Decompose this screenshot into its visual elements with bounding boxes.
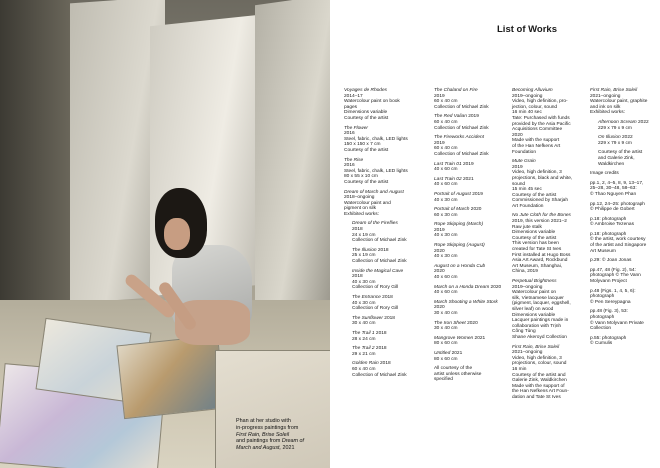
work-detail-line: All courtesy of the xyxy=(434,366,473,372)
work-detail-line: 30 x 40 cm xyxy=(352,321,376,327)
work-entry xyxy=(434,192,506,203)
work-detail-line: silver leaf) on wood xyxy=(512,306,554,312)
work-entry xyxy=(434,135,506,157)
work-detail-line: First installed at Hugo Boss xyxy=(512,252,571,258)
works-column-1 xyxy=(344,88,416,382)
work-entry xyxy=(434,222,506,239)
work-detail-line: Shane Akeroyd Collection xyxy=(512,334,567,340)
work-entry xyxy=(590,268,658,285)
work-entry xyxy=(590,258,658,264)
work-detail-line: p.48 (Figs. 1, 4, 5, 6): xyxy=(590,288,636,294)
work-detail-line: Watercolour paint on book xyxy=(344,99,400,105)
work-detail-line: 2018 xyxy=(352,227,363,233)
work-detail-line: (pigment, lacquer, eggshell, xyxy=(512,301,571,307)
work-entry xyxy=(590,171,658,177)
work-detail-line: 30 x 40 cm xyxy=(434,311,458,316)
work-year: 2021 xyxy=(461,176,474,182)
work-detail-line: Collection of Michael Zink xyxy=(434,125,489,131)
work-detail-line: 2019 xyxy=(434,140,445,146)
work-year: 2018 xyxy=(376,247,389,253)
work-detail-line: Collection of Michael Zink xyxy=(352,259,407,265)
work-entry xyxy=(344,295,416,312)
work-detail-line: 60 x 40 cm xyxy=(434,146,458,152)
work-title: First Rain, Brise Soleil xyxy=(590,88,638,93)
work-detail-line: 80 x 60 cm xyxy=(434,356,458,362)
work-detail-line: Collection of Michael Zink xyxy=(352,372,407,378)
work-title: The Sunflower 2018 xyxy=(352,315,395,321)
work-title: Portrait of March 2020 xyxy=(434,207,482,213)
work-detail-line: Collection of Michael Zink xyxy=(352,238,407,244)
work-detail-line: Dimensions variable xyxy=(512,230,556,236)
work-detail-line: 2020 xyxy=(434,269,445,275)
work-title: March Shooting a White Stork 2020 xyxy=(434,299,498,311)
work-detail-line: Dimensions variable xyxy=(512,312,556,318)
page-title: List of Works xyxy=(497,24,557,35)
work-title: The Red Valian 2019 xyxy=(434,114,479,120)
work-title: Golden Rain 2018 xyxy=(352,361,391,367)
work-year: 2020 xyxy=(434,305,445,311)
work-detail-line: Watercolour paint and xyxy=(344,200,391,206)
work-detail-line: created for Tate St Ives xyxy=(512,247,562,253)
work-entry xyxy=(590,336,658,347)
work-year: 2018 xyxy=(374,330,387,336)
work-detail-line: dation and Tate St Ives xyxy=(512,394,561,400)
work-year: 2018 xyxy=(382,315,395,321)
work-detail-line: 30 x 40 cm xyxy=(434,326,458,332)
work-year: 2020 xyxy=(469,207,482,213)
work-title: First Rain, Brise Soleil xyxy=(512,344,560,350)
works-column-3 xyxy=(512,88,584,404)
work-entry xyxy=(434,336,506,347)
work-detail-line: 2019–ongoing xyxy=(512,284,543,290)
work-detail-line: Courtesy of the artist and xyxy=(512,372,566,378)
work-detail-line: 40 x 30 cm xyxy=(434,254,458,260)
work-detail-line: 40 x 60 cm xyxy=(434,290,458,296)
work-detail-line: of the Han Nefkens Art xyxy=(512,143,561,149)
work-detail-line: Courtesy of the artist xyxy=(344,147,389,153)
work-detail-line: Courtesy of the artist xyxy=(598,150,643,156)
work-entry xyxy=(434,321,506,332)
work-title: March on a Honda Dream 2020 xyxy=(434,284,502,290)
hanging-silk-panel xyxy=(255,0,330,315)
work-detail-line: Made with the support of xyxy=(512,383,565,389)
work-detail-line: This version has been xyxy=(512,241,559,247)
work-entry xyxy=(590,120,658,131)
work-title: The Rise xyxy=(344,157,364,163)
work-detail-line: photograph xyxy=(590,294,615,300)
work-detail-line: 40 x 30 cm xyxy=(434,233,458,239)
work-detail-line: and ink on silk xyxy=(590,104,621,110)
work-detail-line: © Pen Sereypagna xyxy=(590,299,631,305)
work-title: The Fireworks Accident xyxy=(434,135,484,141)
work-detail-line: 60 x 40 cm xyxy=(434,99,458,105)
work-entry xyxy=(590,135,658,146)
work-detail-line: Collection xyxy=(590,326,612,332)
work-year: 2018 xyxy=(378,361,391,367)
work-detail-line: 2018 xyxy=(352,274,363,280)
work-entry xyxy=(512,159,584,209)
work-title: Perpetual Brightness xyxy=(512,279,557,284)
work-detail-line: 60 x 40 cm xyxy=(352,366,376,372)
work-detail-line: 229 x 79 x 9 cm xyxy=(598,140,632,146)
work-entry xyxy=(590,289,658,306)
work-entry xyxy=(344,88,416,122)
work-detail-line: 2019 xyxy=(434,93,445,99)
work-title: The Trail 2 2018 xyxy=(352,346,387,352)
work-detail-line: 2020 xyxy=(512,132,523,138)
painting-on-floor xyxy=(116,335,225,419)
work-title: Rope Skipping (August) xyxy=(434,243,485,249)
work-detail-line: Steel, fabric, chalk, LED lights xyxy=(344,136,408,142)
work-title: Becoming Alluvium xyxy=(512,88,553,93)
work-detail-line: Waldkirchen xyxy=(598,161,625,167)
work-detail-line: Courtesy of the artist xyxy=(344,179,389,185)
work-detail-line: © Thao Nguyen Phan xyxy=(590,191,637,197)
work-entry xyxy=(434,243,506,260)
work-detail-line: Commissioned by Sharjah xyxy=(512,198,568,204)
work-detail-line: Courtesy of the artist xyxy=(512,192,557,198)
work-title: Voyages de Rhodes xyxy=(344,88,388,93)
work-detail-line: 24 x 19 cm xyxy=(352,232,376,238)
work-year: 2019 xyxy=(466,114,479,120)
work-title: Last Train 02 2021 xyxy=(434,176,474,182)
work-detail-line: Watercolour paint, graphite xyxy=(590,99,648,105)
work-detail-line: pigment on silk xyxy=(344,206,376,212)
work-detail-line: p.55: photograph xyxy=(590,335,627,341)
work-detail-line: © Cumulis xyxy=(590,341,613,347)
work-detail-line: Raw jute stalk xyxy=(512,224,542,230)
work-detail-line: Exhibited works: xyxy=(344,211,379,217)
works-column-2 xyxy=(434,88,506,387)
work-detail-line: of the artist and Singapore xyxy=(590,243,647,249)
work-entry xyxy=(590,181,658,198)
work-year: 2018 xyxy=(380,295,393,300)
work-detail-line: 16 min 40 sec xyxy=(512,110,542,116)
work-title: Afternoon Scream 2022 xyxy=(598,119,649,125)
work-entry xyxy=(344,158,416,186)
work-detail-line: Collection of Michael Zink xyxy=(434,151,489,157)
work-title: On Illusion 2022 xyxy=(598,135,633,141)
work-detail-line: 2018–ongoing xyxy=(344,195,375,201)
artist-face xyxy=(164,218,190,250)
work-title: The Illusion 2018 xyxy=(352,247,389,253)
work-entry xyxy=(590,202,658,213)
work-entry xyxy=(590,217,658,228)
work-title: The Entrance 2018 xyxy=(352,295,393,300)
work-detail-line: 16 min xyxy=(512,366,527,372)
work-entry xyxy=(512,345,584,401)
work-title: The Trail 1 2018 xyxy=(352,330,387,336)
work-detail-line: jection, colour, sound xyxy=(512,104,558,110)
work-title: The Flower xyxy=(344,125,368,131)
list-of-works-page xyxy=(330,0,660,468)
work-detail-line: 40 x 30 cm xyxy=(352,300,376,306)
work-detail-line: 25–28, 30–48, 58–63: xyxy=(590,186,637,192)
work-title: August on a Honda Cub xyxy=(434,263,486,269)
work-entry xyxy=(512,213,584,275)
work-detail-line: Video, high definition, pro- xyxy=(512,99,568,105)
photo-caption: Phan at her studio with in-progress paintings from First Rain, Brise Soleil and paintings from Dream of March and August, 2021 xyxy=(236,418,305,452)
work-detail-line: Art Foundation xyxy=(512,203,544,209)
work-title: Dream of March and August xyxy=(344,189,404,195)
work-detail-line: Công Tùng xyxy=(512,329,536,335)
work-detail-line: © Vann Molyvann Private xyxy=(590,320,644,326)
work-detail-line: 229 x 79 x 9 cm xyxy=(598,125,632,131)
work-entry xyxy=(344,248,416,265)
work-detail-line: Molyvann Project xyxy=(590,279,627,285)
work-detail-line: 40 x 30 cm xyxy=(434,197,458,203)
work-title: Mangrove Women 2021 xyxy=(434,335,486,341)
work-detail-line: provided by the Asia Pacific xyxy=(512,121,571,127)
work-entry xyxy=(344,346,416,357)
work-detail-line: sound xyxy=(512,181,526,187)
work-title: The Chaland on Fire xyxy=(434,88,478,93)
work-title: Inside the Magical Cave xyxy=(352,268,404,274)
work-entry xyxy=(344,331,416,342)
work-detail-line: projections, black and white, xyxy=(512,175,573,181)
work-detail-line: pp.12, 24–25: photograph xyxy=(590,201,645,207)
work-year: 2020 xyxy=(489,284,502,290)
work-detail-line: and Galerie Zink, xyxy=(598,155,635,161)
work-detail-line: pp.1, 2, 4–5, 8, 9, 13–17, xyxy=(590,180,644,186)
work-title: Portrait of August 2019 xyxy=(434,191,483,197)
work-title: Dream of the Fireflies xyxy=(352,221,398,227)
work-entry xyxy=(434,366,506,383)
work-detail-line: Collection of Rory Gill xyxy=(352,306,399,312)
work-detail-line: 28 x 24 cm xyxy=(352,336,376,342)
work-entry xyxy=(434,207,506,218)
work-detail-line: 2019 xyxy=(434,227,445,233)
work-year: 2022 xyxy=(620,135,633,141)
work-detail-line: collaboration with Trịnh xyxy=(512,323,562,329)
work-detail-line: Video, high definition, 3 xyxy=(512,355,562,361)
work-detail-line: silk, Vietnamese lacquer xyxy=(512,295,564,301)
work-detail-line: 2021–ongoing xyxy=(512,350,543,356)
work-entry xyxy=(434,264,506,281)
work-detail-line: 2021–ongoing xyxy=(590,93,621,99)
work-detail-line: Courtesy of the artist xyxy=(512,235,557,241)
work-year: 2021 xyxy=(450,350,463,356)
work-entry xyxy=(434,300,506,317)
work-entry xyxy=(434,88,506,110)
work-detail-line: 29 x 21 cm xyxy=(352,351,376,357)
work-detail-line: 2020 xyxy=(434,248,445,254)
work-detail-line: pp.48 (Fig. 3), 53: xyxy=(590,309,628,315)
work-entry xyxy=(434,351,506,362)
work-detail-line: China, 2019 xyxy=(512,269,538,275)
work-detail-line: pp.47, 48 (Fig. 2), 54: xyxy=(590,267,636,273)
work-detail-line: Courtesy of the artist xyxy=(344,115,389,121)
work-detail-line: Art Museum, Shanghai, xyxy=(512,263,563,269)
work-title: Mute Grain xyxy=(512,159,536,165)
work-entry xyxy=(590,150,658,167)
work-detail-line: p.18: photograph xyxy=(590,231,627,237)
work-entry xyxy=(512,279,584,341)
work-detail-line: 25 x 19 cm xyxy=(352,253,376,259)
work-detail-line: pages xyxy=(344,104,358,110)
work-detail-line: Exhibited works: xyxy=(590,110,625,116)
work-detail-line: 40 x 60 cm xyxy=(434,275,458,281)
work-year: 2021 xyxy=(473,335,486,341)
work-entry xyxy=(344,190,416,218)
work-entry xyxy=(590,88,658,116)
work-entry xyxy=(434,114,506,131)
work-detail-line: Steel, fabric, chalk, LED lights xyxy=(344,168,408,174)
work-entry xyxy=(344,221,416,243)
work-detail-line: Art Museum xyxy=(590,248,616,254)
work-detail-line: 2016 xyxy=(344,163,355,169)
work-detail-line: Dimensions variable xyxy=(344,110,388,116)
work-detail-line: Lacquer paintings made in xyxy=(512,318,569,324)
work-detail-line: Collection of Rory Gill xyxy=(352,285,399,291)
work-detail-line: Asia Art Award, Rockbund xyxy=(512,258,568,264)
work-detail-line: 15 min 45 sec xyxy=(512,187,542,193)
work-year: 2020 xyxy=(465,320,478,326)
work-detail-line: 40 x 60 cm xyxy=(434,167,458,173)
work-detail-line: 150 x 150 x 7 cm xyxy=(344,142,381,148)
work-detail-line: 2019 xyxy=(512,164,523,170)
work-detail-line: Foundation xyxy=(512,149,537,155)
work-entry xyxy=(344,361,416,378)
work-detail-line: 60 x 40 cm xyxy=(434,119,458,125)
work-detail-line: © Ambroise Tezenas xyxy=(590,222,634,228)
work-detail-line: 2014–17 xyxy=(344,93,363,99)
work-entry xyxy=(512,88,584,155)
work-title: Rope Skipping (March) xyxy=(434,222,484,228)
work-detail-line: p.18: photograph xyxy=(590,216,627,222)
work-entry xyxy=(590,232,658,254)
work-entry xyxy=(344,316,416,327)
work-detail-line: Watercolour paint on xyxy=(512,290,557,296)
work-detail-line: artist unless otherwise xyxy=(434,371,482,377)
work-detail-line: the Han Nefkens Art Foun- xyxy=(512,389,569,395)
work-detail-line: 2019–ongoing xyxy=(512,93,543,99)
works-column-4 xyxy=(590,88,658,351)
work-entry xyxy=(344,126,416,154)
work-detail-line: 80 x 55 x 10 cm xyxy=(344,174,378,180)
work-entry xyxy=(434,162,506,173)
work-detail-line: Made with the support xyxy=(512,138,560,144)
work-entry xyxy=(434,177,506,188)
work-year: 2022 xyxy=(636,119,649,125)
work-entry xyxy=(434,285,506,296)
work-detail-line: 2016 xyxy=(344,131,355,137)
work-detail-line: photograph xyxy=(590,315,615,320)
work-title: Last Train 01 2019 xyxy=(434,161,474,167)
work-entry xyxy=(344,269,416,291)
work-year: 2018 xyxy=(374,346,387,352)
work-detail-line: © Philippe de Gobert xyxy=(590,207,635,213)
work-detail-line: photograph © The Vann xyxy=(590,273,641,279)
work-title: The Iron Sheet 2020 xyxy=(434,320,478,326)
work-detail-line: 60 x 30 cm xyxy=(434,212,458,218)
work-year: 2019 xyxy=(470,191,483,197)
work-detail-line: 40 x 30 cm xyxy=(352,279,376,285)
work-entry xyxy=(590,309,658,331)
work-detail-line: Collection of Michael Zink xyxy=(434,104,489,110)
work-detail-line: 40 x 60 cm xyxy=(434,182,458,188)
work-title: No Jute Cloth for the Bones xyxy=(512,213,571,219)
work-detail-line: Video, high definition, 3 xyxy=(512,170,562,176)
work-detail-line: 2019, this version 2021–2 xyxy=(512,219,567,225)
work-detail-line: p.29: © Joan Jonas xyxy=(590,258,632,264)
work-detail-line: projections, colour, sound xyxy=(512,361,567,367)
work-detail-line: 80 x 60 cm xyxy=(434,341,458,347)
work-detail-line: © the artist, work courtesy xyxy=(590,237,646,243)
work-detail-line: Tate: Purchased with funds xyxy=(512,115,570,121)
work-title: Untitled 2021 xyxy=(434,350,463,356)
work-detail-line: Acquisitions Committee xyxy=(512,127,563,133)
work-detail-line: specified xyxy=(434,377,453,383)
work-detail-line: Image credits xyxy=(590,171,619,177)
work-detail-line: Galerie Zink, Waldkirchen xyxy=(512,378,567,384)
work-year: 2019 xyxy=(461,161,474,167)
